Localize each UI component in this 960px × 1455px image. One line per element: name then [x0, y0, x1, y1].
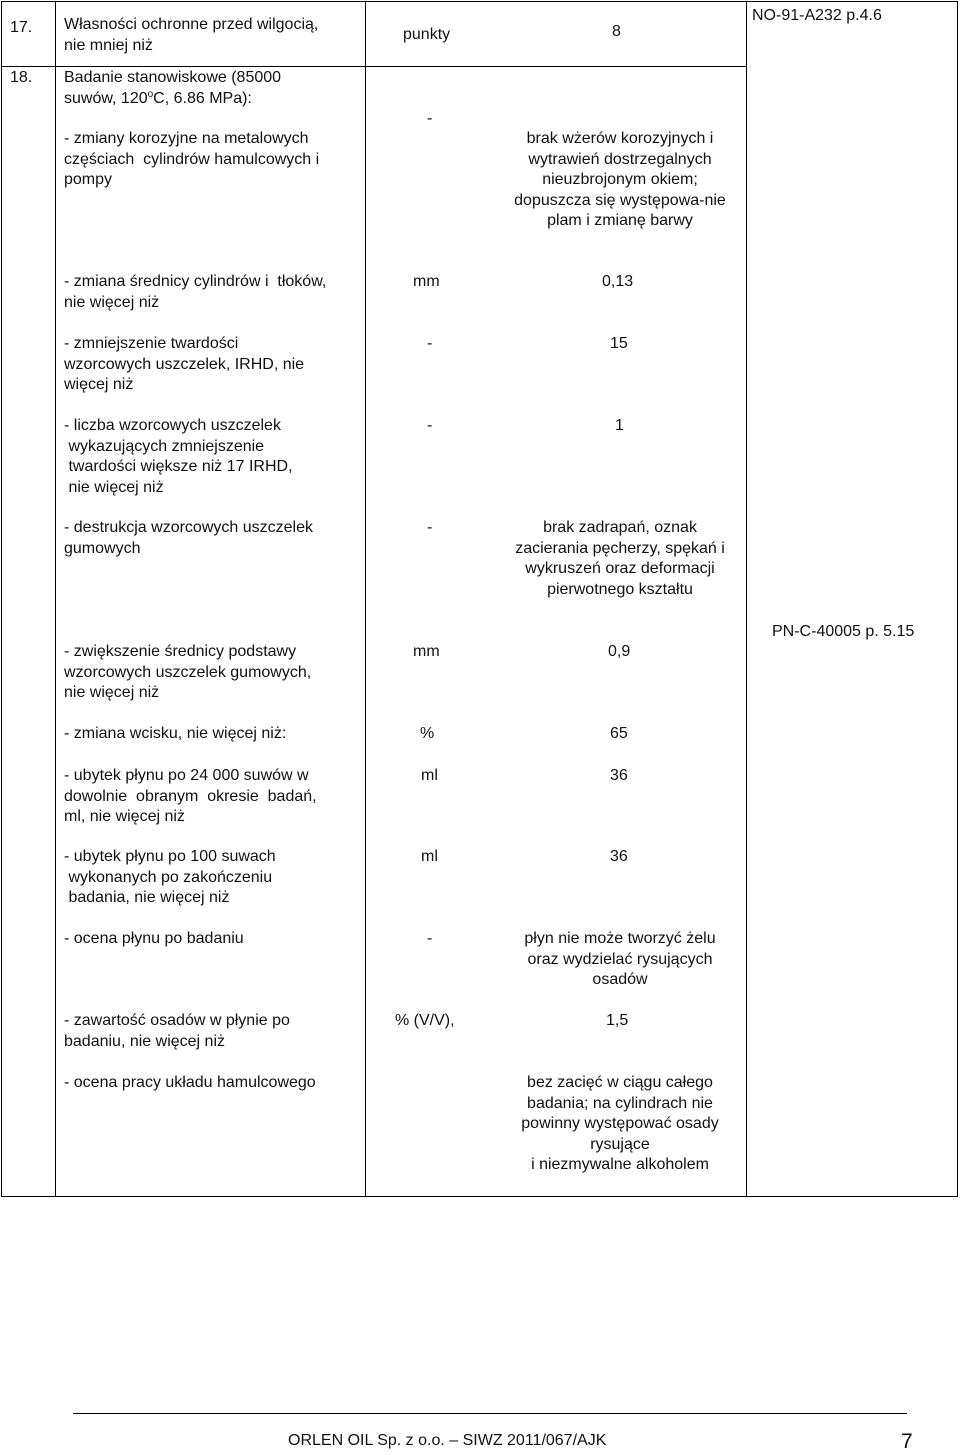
row-17-unit: punkty [403, 26, 451, 43]
table-border-left [1, 1, 2, 1197]
item-fluid-assessment-unit: - [427, 930, 433, 947]
item-fluid-loss-24000-value: 36 [610, 767, 628, 784]
table-border-top [1, 1, 958, 2]
item-seal-count-description: - liczba wzorcowych uszczelek wykazujących zmniejszenie twardości większe niż 17 IRHD, nie więcej niż [64, 417, 293, 496]
page-number: 7 [901, 1430, 913, 1453]
item-fluid-assessment-value: płyn nie może tworzyć żelu oraz wydzielać rysujących osadów [524, 930, 716, 988]
item-base-diameter-value: 0,9 [608, 643, 631, 660]
item-fluid-loss-100-value: 36 [610, 848, 628, 865]
row-number-18: 18. [10, 69, 33, 86]
item-sediment-content-unit: % (V/V), [395, 1012, 455, 1029]
item-corrosion-description: - zmiany korozyjne na metalowych częściach cylindrów hamulcowych i pompy [64, 130, 320, 188]
item-brake-system-description: - ocena pracy układu hamulcowego [64, 1074, 316, 1091]
table-border-right [957, 1, 958, 1197]
table-border-bottom [1, 1196, 958, 1197]
footer-divider [73, 1413, 907, 1414]
item-base-diameter-unit: mm [413, 643, 440, 660]
item-diameter-change-description: - zmiana średnicy cylindrów i tłoków, nie więcej niż [64, 273, 327, 311]
item-seal-count-value: 1 [615, 417, 624, 434]
row-18-description-part-b: C, 6.86 MPa): [153, 89, 252, 107]
item-fluid-assessment-description: - ocena płynu po badaniu [64, 930, 244, 947]
item-sediment-content-value: 1,5 [606, 1012, 629, 1029]
item-hardness-decrease-unit: - [427, 335, 433, 352]
item-seal-destruction-value: brak zadrapań, oznak zacierania pęcherzy, spękań i wykruszeń oraz deformacji pierwotnego kształtu [515, 519, 725, 598]
item-diameter-change-value: 0,13 [602, 273, 634, 290]
item-fluid-loss-100-unit: ml [421, 848, 438, 865]
row-18-description [64, 68, 281, 109]
item-interference-description: - zmiana wcisku, nie więcej niż: [64, 725, 287, 742]
item-interference-unit: % [420, 725, 435, 742]
row-divider-17 [1, 66, 747, 67]
item-fluid-loss-100-description: - ubytek płynu po 100 suwach wykonanych po zakończeniu badania, nie więcej niż [64, 848, 276, 906]
column-divider-1 [55, 1, 56, 1197]
item-base-diameter-reference: PN-C-40005 p. 5.15 [772, 623, 915, 640]
item-seal-count-unit: - [427, 417, 433, 434]
row-number-17: 17. [10, 19, 33, 36]
item-hardness-decrease-description: - zmniejszenie twardości wzorcowych uszczelek, IRHD, nie więcej niż [64, 335, 305, 393]
item-brake-system-value: bez zacięć w ciągu całego badania; na cylindrach nie powinny występować osady rysujące i niezmywalne alkoholem [521, 1074, 719, 1173]
item-corrosion-unit: - [427, 110, 433, 127]
footer-company: ORLEN OIL Sp. z o.o. – SIWZ 2011/067/AJK [288, 1432, 607, 1449]
item-hardness-decrease-value: 15 [610, 335, 628, 352]
column-divider-2 [365, 1, 366, 1197]
item-fluid-loss-24000-unit: ml [421, 767, 438, 784]
item-seal-destruction-unit: - [427, 519, 433, 536]
item-sediment-content-description: - zawartość osadów w płynie po badaniu, nie więcej niż [64, 1012, 290, 1050]
row-17-description: Własności ochronne przed wilgocią, nie mniej niż [64, 16, 319, 54]
degree-symbol: o [147, 88, 154, 100]
item-base-diameter-description: - zwiększenie średnicy podstawy wzorcowych uszczelek gumowych, nie więcej niż [64, 643, 312, 701]
item-seal-destruction-description: - destrukcja wzorcowych uszczelek gumowych [64, 519, 313, 557]
row-17-value: 8 [612, 23, 621, 40]
row-18-description-part-a: Badanie stanowiskowe (85000 suwów, 120 [64, 69, 282, 107]
item-corrosion-value: brak wżerów korozyjnych i wytrawień dostrzegalnych nieuzbrojonym okiem; dopuszcza się występowa-nie plam i zmianę barwy [514, 130, 726, 229]
item-interference-value: 65 [610, 725, 628, 742]
row-17-reference: NO-91-A232 p.4.6 [752, 7, 882, 24]
item-diameter-change-unit: mm [413, 273, 440, 290]
item-fluid-loss-24000-description: - ubytek płynu po 24 000 suwów w dowolnie obranym okresie badań, ml, nie więcej niż [64, 767, 317, 825]
